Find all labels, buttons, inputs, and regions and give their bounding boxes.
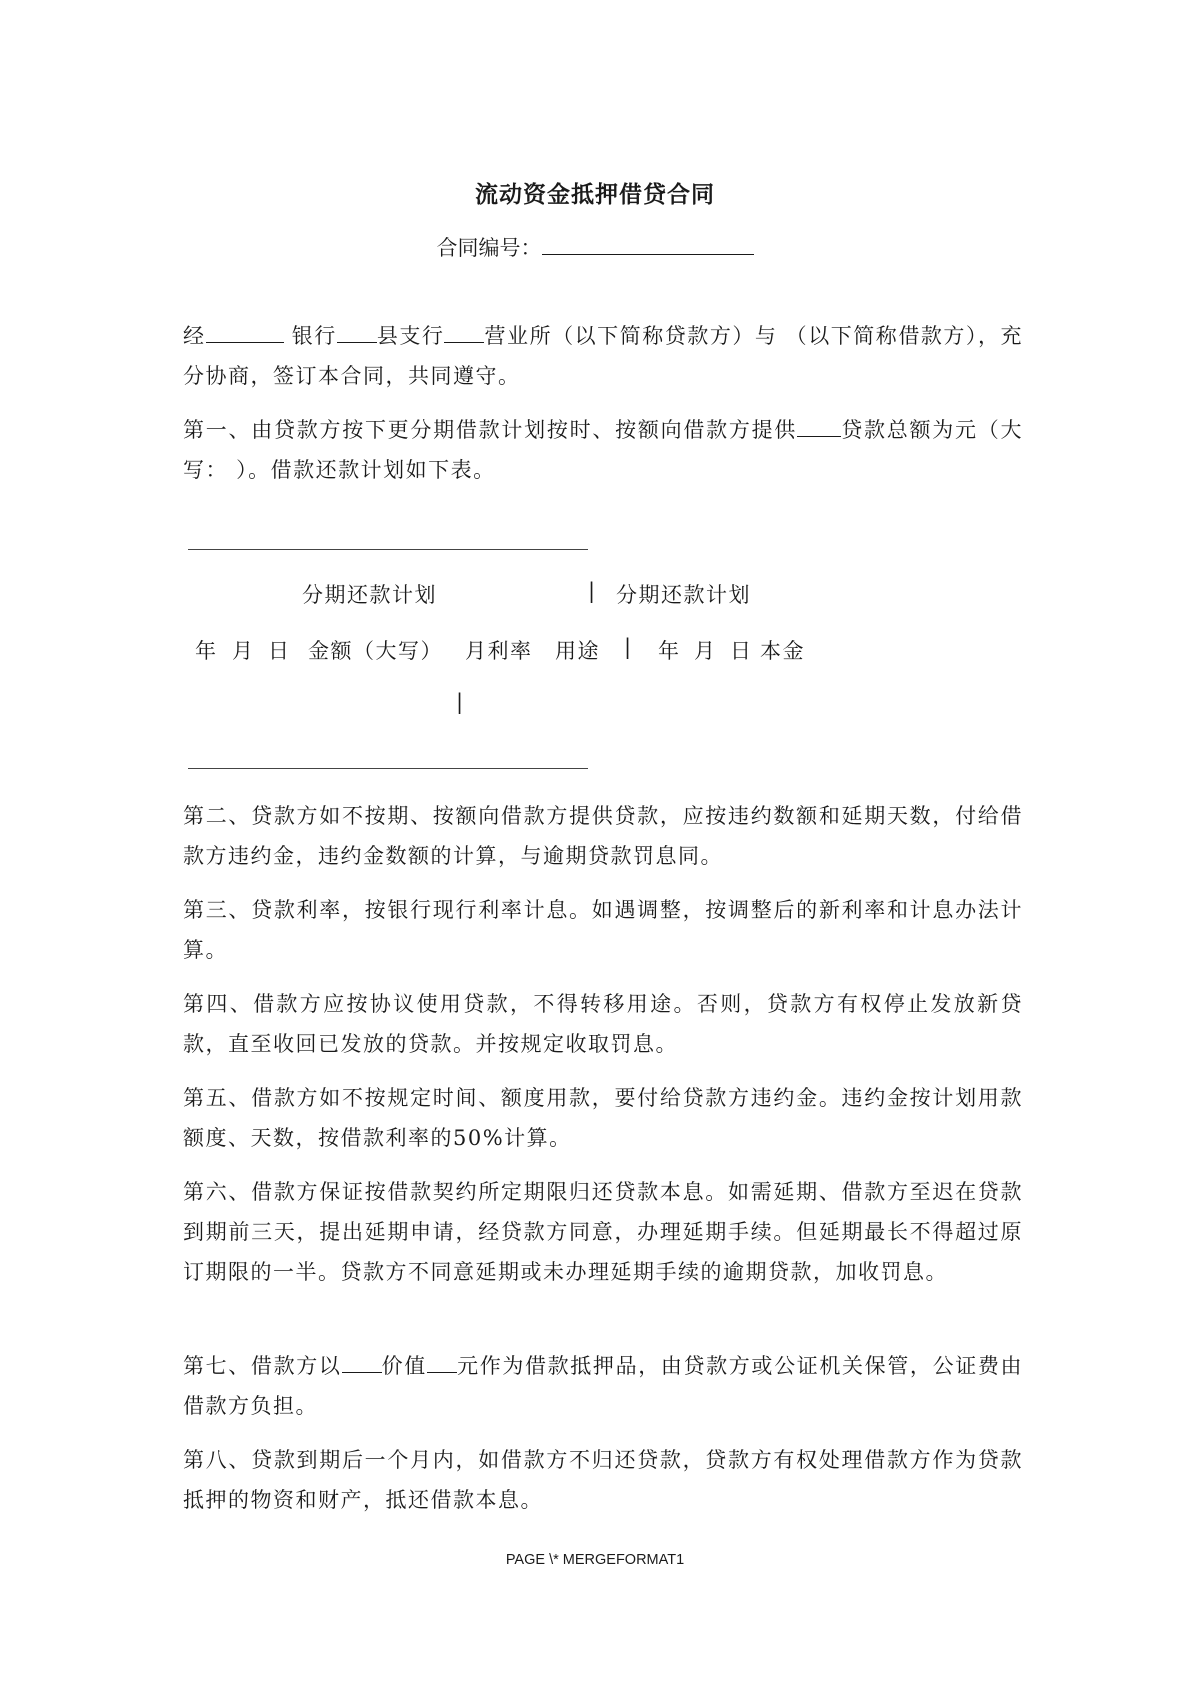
article-8: 第八、贷款到期后一个月内，如借款方不归还贷款，贷款方有权处理借款方作为贷款抵押的物资和财产，抵还借款本息。	[183, 1448, 1023, 1512]
article-6: 第六、借款方保证按借款契约所定期限归还贷款本息。如需延期、借款方至迟在贷款到期前三天，提出延期申请，经贷款方同意，办理延期手续。但延期最长不得超过原订期限的一半。贷款方不同意延期或未办理延期手续的逾期贷款，加收罚息。	[183, 1180, 1023, 1284]
col-monthly-rate: 月利率	[465, 639, 533, 663]
table-body-separator: |	[456, 690, 465, 714]
col-year: 年	[195, 639, 218, 663]
contract-number-line	[0, 232, 1190, 262]
article-3: 第三、贷款利率，按银行现行利率计息。如遇调整，按调整后的新利率和计息办法计算。	[183, 898, 1023, 962]
col-month: 月	[232, 639, 255, 663]
contract-number-blank	[542, 234, 754, 255]
page-footer: PAGE \* MERGEFORMAT1	[505, 1552, 685, 1568]
col-use: 用途	[555, 639, 600, 663]
article-7-text-2: 价值	[381, 1354, 427, 1378]
table-header-separator: |	[588, 579, 597, 603]
intro-text-4: 营业所（以下简称贷款方）与 （以下简称借款方），充分协商，签订本合同，共同遵守。	[183, 324, 1023, 388]
value-blank	[427, 1354, 457, 1373]
bank-name-blank	[206, 324, 284, 343]
col-right-day: 日	[730, 639, 753, 663]
article-1-text-2: 贷款总额为元（大写： ）。借款还款计划如下表。	[183, 418, 1024, 482]
table-row-separator: |	[624, 635, 633, 659]
intro-paragraph	[183, 316, 1023, 396]
intro-text-1: 经	[183, 324, 206, 348]
article-7-text-3: 元作为借款抵押品，由贷款方或公证机关保管，公证费由借款方负担。	[183, 1354, 1024, 1418]
col-right-year: 年	[658, 639, 681, 663]
article-1-text-1: 第一、由贷款方按下更分期借款计划按时、按额向借款方提供	[183, 418, 798, 442]
col-right-month: 月	[694, 639, 717, 663]
table-left-header: 分期还款计划	[302, 583, 437, 607]
article-1	[183, 410, 1023, 490]
intro-text-3: 县支行	[376, 324, 445, 348]
col-day: 日	[268, 639, 291, 663]
document-title: 流动资金抵押借贷合同	[475, 181, 715, 208]
article-1-blank	[797, 418, 841, 437]
branch-blank	[444, 324, 484, 343]
article-2: 第二、贷款方如不按期、按额向借款方提供贷款，应按违约数额和延期天数，付给借款方违约金，违约金数额的计算，与逾期贷款罚息同。	[183, 804, 1023, 868]
article-5: 第五、借款方如不按规定时间、额度用款，要付给贷款方违约金。违约金按计划用款额度、天数，按借款利率的50%计算。	[183, 1086, 1023, 1150]
county-blank	[337, 324, 377, 343]
contract-number-label: 合同编号：	[436, 236, 542, 260]
intro-text-2: 银行	[283, 324, 337, 348]
col-amount: 金额（大写）	[308, 639, 443, 663]
table-right-header: 分期还款计划	[616, 583, 751, 607]
col-principal: 本金	[760, 639, 805, 663]
collateral-blank	[342, 1354, 382, 1373]
article-7	[183, 1346, 1023, 1426]
article-4: 第四、借款方应按协议使用贷款，不得转移用途。否则，贷款方有权停止发放新贷款，直至收回已发放的贷款。并按规定收取罚息。	[183, 992, 1023, 1056]
article-7-text-1: 第七、借款方以	[183, 1354, 342, 1378]
table-top-rule	[188, 549, 588, 550]
table-bottom-rule	[188, 768, 588, 769]
